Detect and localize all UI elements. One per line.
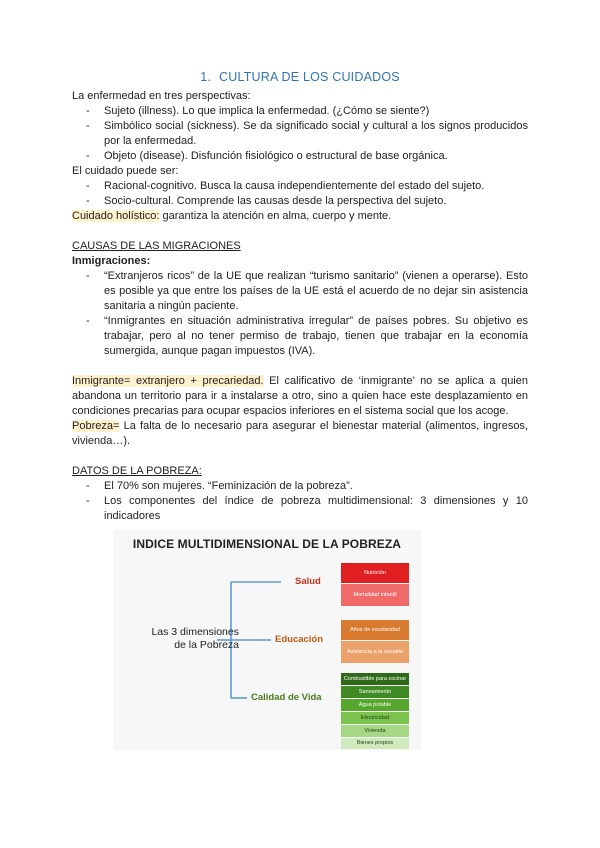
cuidado-list: [72, 179, 528, 209]
section-number: 1.: [200, 70, 212, 84]
cuidado-holistico: [72, 209, 528, 224]
dimension-calidad-de-vida: Calidad de Vida: [251, 692, 322, 703]
figure-title: INDICE MULTIDIMENSIONAL DE LA POBREZA: [132, 537, 402, 551]
definition-text: garantiza la atención en alma, cuerpo y mente.: [159, 210, 392, 222]
list-item: - “Inmigrantes en situación administrativa irregular” de países pobres. Su objetivo es trabajar, pero al no tener permiso de trabajo, tienen que trabajar en la economía sumergida, aunque pagan impuestos (IVA).: [72, 314, 528, 359]
highlight-term: Inmigrante= extranjero + precariedad.: [72, 375, 264, 387]
list-item: - “Extranjeros ricos” de la UE que realizan “turismo sanitario” (vienen a operarse). Esto es posible ya que entre los países de la UE está el acuerdo de no dejar sin asistencia sanitaria a ningún paciente.: [72, 269, 528, 314]
definition-text: El calificativo de ‘inmigrante’ no se aplica a quien abandona un territorio para ir a instalarse a otro, sino a quien hace este desplazamiento en condiciones precarias para ocupar espacios inferiores en el sistema social que los acoge.: [72, 375, 528, 417]
section-title: CULTURA DE LOS CUIDADOS: [219, 70, 400, 84]
list-item: - Socio-cultural. Comprende las causas desde la perspectiva del sujeto.: [72, 194, 528, 209]
inmigraciones-subheading: Inmigraciones:: [72, 255, 151, 267]
list-item: - Simbólico social (sickness). Se da significado social y cultural a los signos producidos por la enfermedad.: [72, 119, 528, 149]
list-item: - El 70% son mujeres. “Feminización de la pobreza”.: [72, 479, 528, 494]
migraciones-heading: CAUSAS DE LAS MIGRACIONES: [72, 240, 241, 252]
indicator-asistencia-escuela: Asistencia a la escuela: [341, 641, 409, 663]
list-item: - Sujeto (illness). Lo que implica la enfermedad. (¿Cómo se siente?): [72, 104, 528, 119]
indicator-bienes-propios: Bienes propios: [341, 738, 409, 749]
enfermedad-intro: La enfermedad en tres perspectivas:: [72, 90, 251, 102]
indicator-mortalidad-infantil: Mortalidad infantil: [341, 584, 409, 606]
indicator-saneamiento: Saneamiento: [341, 686, 409, 698]
indicator-vivienda: Vivienda: [341, 725, 409, 737]
dimension-salud: Salud: [295, 576, 321, 587]
section-heading: [72, 70, 528, 85]
pobreza-list: [72, 479, 528, 524]
highlight-term: Pobreza=: [72, 420, 120, 432]
cuidado-intro: El cuidado puede ser:: [72, 165, 179, 177]
dimensions-label: [121, 626, 239, 652]
poverty-index-figure: [113, 530, 421, 750]
dimension-educacion: Educación: [275, 634, 324, 645]
migraciones-list: [72, 269, 528, 359]
definition-text: La falta de lo necesario para asegurar el bienestar material (alimentos, ingresos, vivienda…).: [72, 420, 528, 447]
indicator-electricidad: Electricidad: [341, 712, 409, 724]
indicator-combustible: Combustible para cocinar: [341, 673, 409, 685]
highlight-term: Cuidado holístico:: [72, 210, 160, 222]
pobreza-heading: DATOS DE LA POBREZA:: [72, 465, 202, 477]
indicator-nutricion: Nutrición: [341, 563, 409, 583]
dimensions-label-line-2: de la Pobreza: [174, 639, 239, 651]
inmigrante-definition: [72, 374, 528, 419]
indicator-agua-potable: Agua potable: [341, 699, 409, 711]
list-item: - Racional-cognitivo. Busca la causa independientemente del estado del sujeto.: [72, 179, 528, 194]
enfermedad-list: [72, 104, 528, 164]
list-item: - Objeto (disease). Disfunción fisiológico o estructural de base orgánica.: [72, 149, 528, 164]
list-item: - Los componentes del índice de pobreza multidimensional: 3 dimensiones y 10 indicadores: [72, 494, 528, 524]
document-body: [72, 70, 528, 524]
dimensions-label-line-1: Las 3 dimensiones: [151, 626, 239, 638]
indicator-anos-escolaridad: Años de escolaridad: [341, 620, 409, 640]
pobreza-definition: [72, 419, 528, 449]
